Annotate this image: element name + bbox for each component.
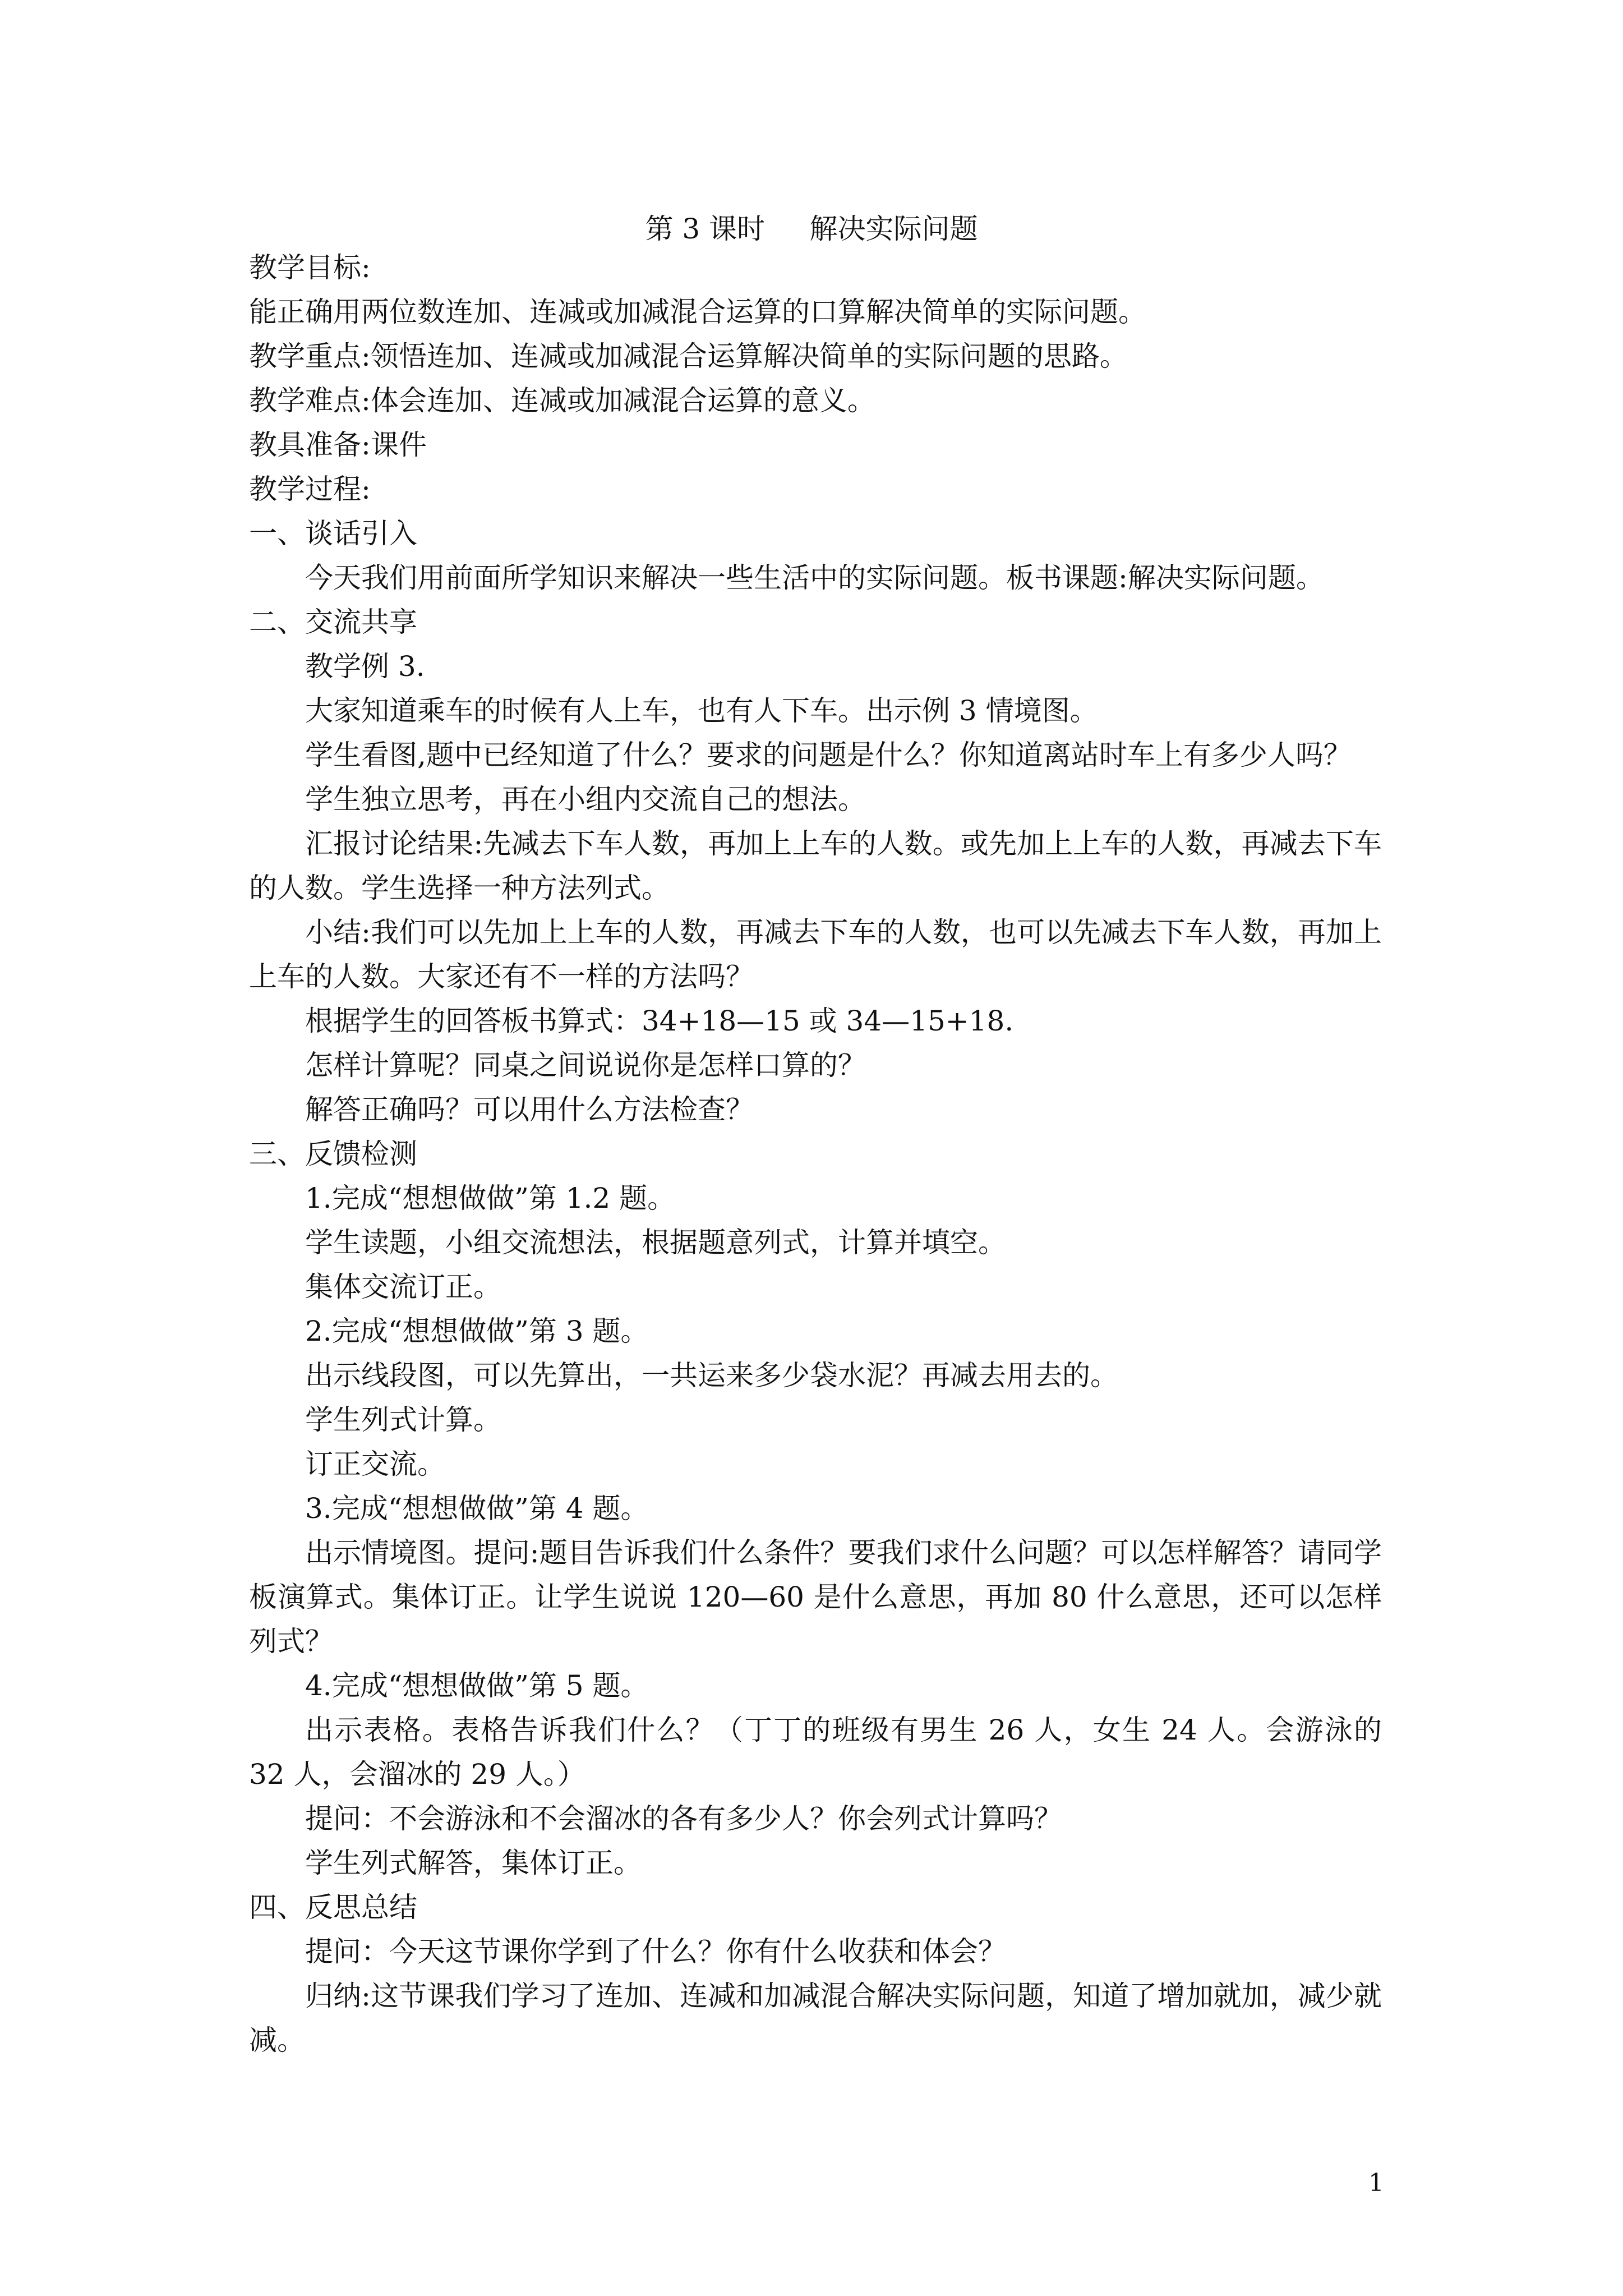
paragraph-line: 4.完成“想想做做”第 5 题。 <box>305 1669 649 1702</box>
paragraph-line: 学生列式解答，集体订正。 <box>305 1847 642 1879</box>
paragraph-line: 怎样计算呢？同桌之间说说你是怎样口算的？ <box>305 1049 866 1082</box>
teaching-tools: 教具准备:课件 <box>249 429 427 461</box>
goals-text: 能正确用两位数连加、连减或加减混合运算的口算解决简单的实际问题。 <box>249 296 1146 328</box>
paragraph-line: 今天我们用前面所学知识来解决一些生活中的实际问题。板书课题:解决实际问题。 <box>305 562 1324 594</box>
table-paragraph: 出示表格。表格告诉我们什么？（丁丁的班级有男生 26 人，女生 24 人。会游泳的 32 人，会溜冰的 29 人。） <box>249 1714 1382 1791</box>
paragraph-line: 根据学生的回答板书算式：34+18—15 或 34—15+18. <box>305 1005 1014 1037</box>
process-heading: 教学过程: <box>249 473 371 505</box>
paragraph-line: 解答正确吗？可以用什么方法检查？ <box>305 1093 754 1126</box>
paragraph-line: 出示线段图，可以先算出，一共运来多少袋水泥？再减去用去的。 <box>305 1359 1118 1392</box>
paragraph-line: 提问：今天这节课你学到了什么？你有什么收获和体会？ <box>305 1935 1006 1968</box>
paragraph-line: 2.完成“想想做做”第 3 题。 <box>305 1315 649 1347</box>
section-heading: 一、谈话引入 <box>249 517 417 550</box>
summary-paragraph: 小结:我们可以先加上上车的人数，再减去下车的人数，也可以先减去下车人数，再加上上车的人数。大家还有不一样的方法吗？ <box>249 916 1382 993</box>
report-paragraph: 汇报讨论结果:先减去下车人数，再加上上车的人数。或先加上上车的人数，再减去下车的人数。学生选择一种方法列式。 <box>249 827 1382 904</box>
goals-heading: 教学目标: <box>249 251 371 284</box>
paragraph-line: 大家知道乘车的时候有人上车，也有人下车。出示例 3 情境图。 <box>305 694 1098 727</box>
page-title: 第 3 课时 解决实际问题 <box>645 213 978 245</box>
question4-paragraph: 出示情境图。提问:题目告诉我们什么条件？要我们求什么问题？可以怎样解答？请同学板演算式。集体订正。让学生说说 120—60 是什么意思，再加 80 什么意思，还可以怎样列式？ <box>249 1536 1382 1658</box>
paragraph-line: 教学例 3. <box>305 650 425 683</box>
section-heading: 二、交流共享 <box>249 606 417 638</box>
paragraph-line: 学生独立思考，再在小组内交流自己的想法。 <box>305 783 866 816</box>
section-heading: 三、反馈检测 <box>249 1138 417 1170</box>
paragraph-line: 1.完成“想想做做”第 1.2 题。 <box>305 1182 676 1214</box>
document-body <box>249 246 1382 2063</box>
paragraph-line: 学生看图,题中已经知道了什么？要求的问题是什么？你知道离站时车上有多少人吗？ <box>305 739 1352 771</box>
paragraph-line: 3.完成“想想做做”第 4 题。 <box>305 1492 649 1525</box>
section-heading: 四、反思总结 <box>249 1891 417 1924</box>
paragraph-line: 提问：不会游泳和不会溜冰的各有多少人？你会列式计算吗？ <box>305 1802 1062 1835</box>
page-number: 1 <box>1368 2169 1384 2197</box>
key-points: 教学重点:领悟连加、连减或加减混合运算解决简单的实际问题的思路。 <box>249 340 1128 372</box>
paragraph-line: 学生读题，小组交流想法，根据题意列式，计算并填空。 <box>305 1226 1006 1259</box>
paragraph-line: 订正交流。 <box>305 1448 445 1480</box>
difficulties: 教学难点:体会连加、连减或加减混合运算的意义。 <box>249 384 875 417</box>
conclusion-paragraph: 归纳:这节课我们学习了连加、连减和加减混合解决实际问题，知道了增加就加，减少就减。 <box>249 1980 1382 2056</box>
paragraph-line: 集体交流订正。 <box>305 1271 501 1303</box>
paragraph-line: 学生列式计算。 <box>305 1404 501 1436</box>
